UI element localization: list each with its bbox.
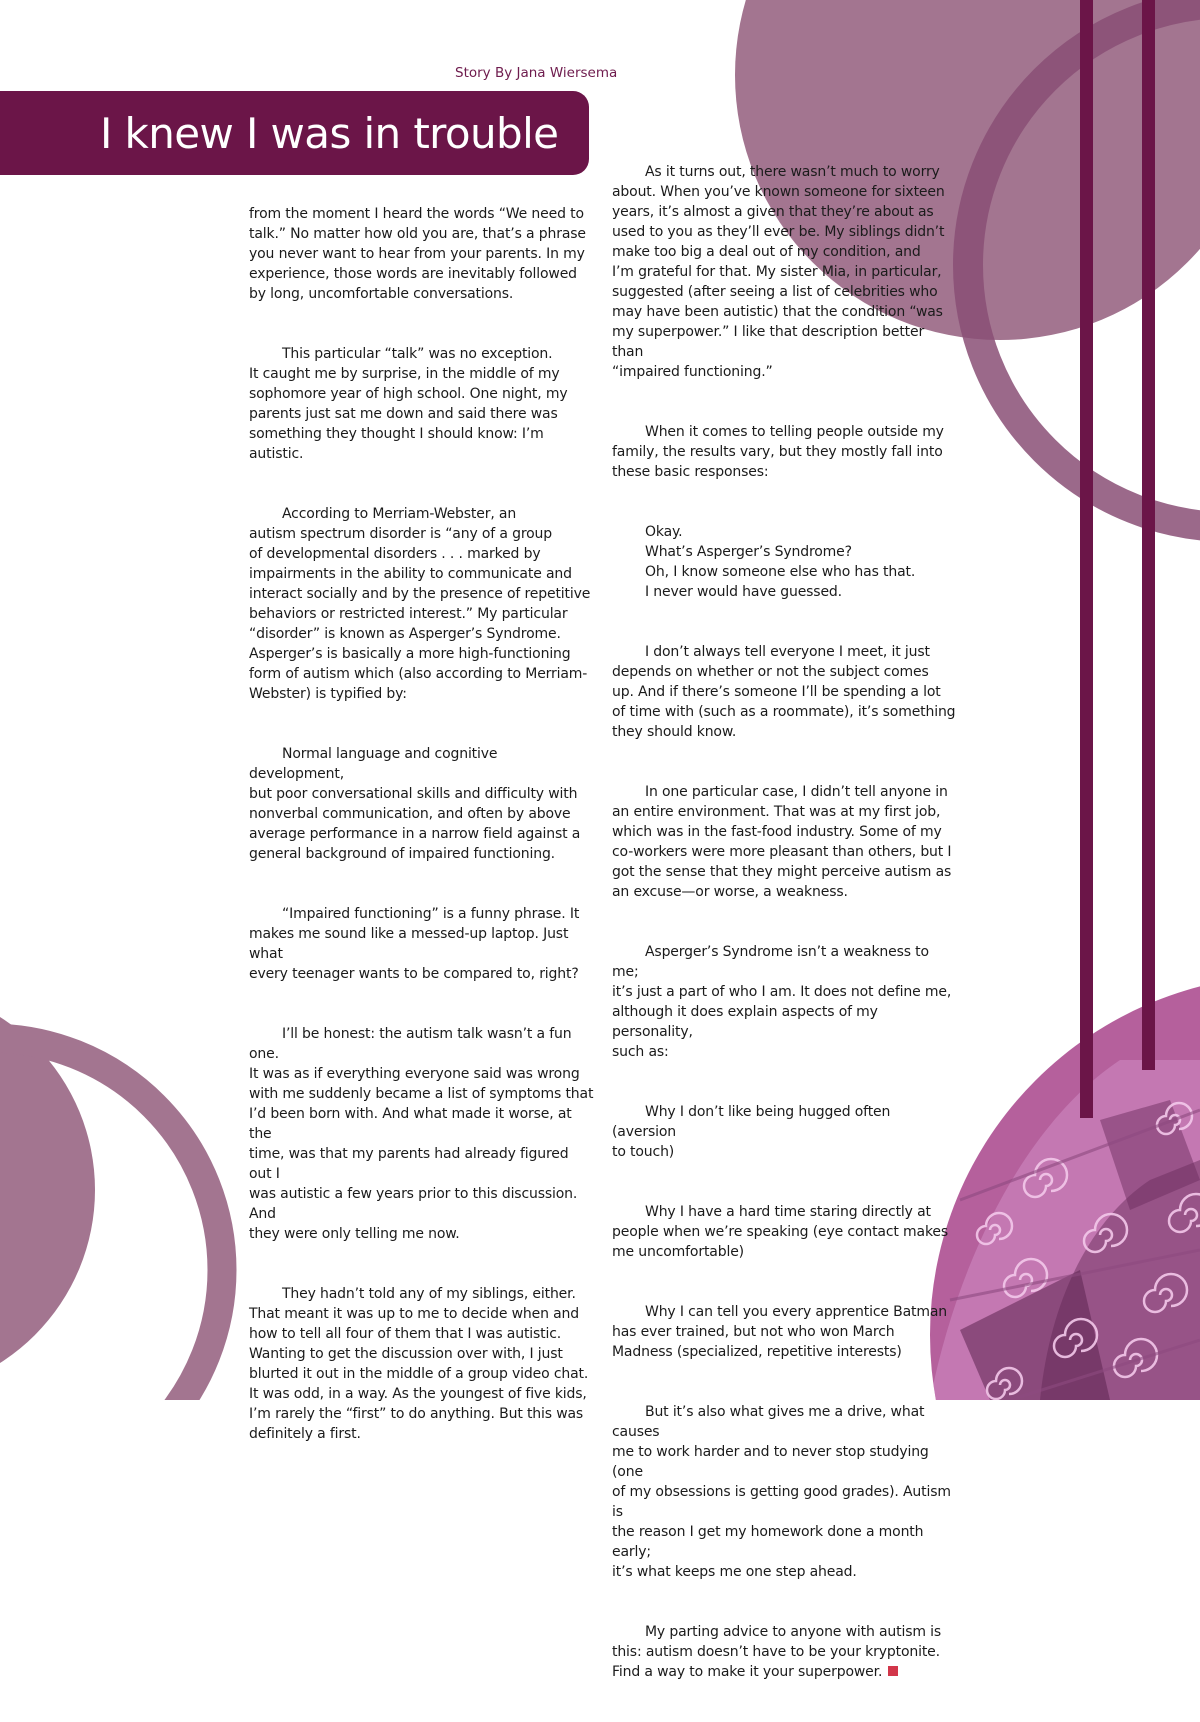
byline: Story By Jana Wiersema — [455, 65, 618, 81]
title-banner — [0, 91, 589, 175]
paragraph: from the moment I heard the words “We need to talk.” No matter how old you are, that’s a phrase you never want to hear from your parents. In my experience, those words are inevitably followed by long, uncomfortable conversations. — [249, 206, 586, 302]
vertical-bar-right — [1142, 0, 1155, 1070]
paragraph: They hadn’t told any of my siblings, either. That meant it was up to me to decide when and how to tell all four of them that I was autistic. Wanting to get the discussion over with, I just blurted it out in the middle of a group video chat. It was odd, in a way. As the youngest of five kids, I’m rarely the “first” to do anything. But this was definitely a first. — [249, 1286, 589, 1442]
paragraph: This particular “talk” was no exception. It caught me by surprise, in the middle of my sophomore year of high school. One night, my parents just sat me down and said there was something they thought I should know: I’m autistic. — [249, 346, 568, 462]
definition-quote: Normal language and cognitive development, but poor conversational skills and difficulty with nonverbal communication, and often by above average performance in a narrow field against a general background of impaired functioning. — [249, 746, 581, 862]
patterned-ball — [930, 975, 1200, 1400]
vertical-bar-left — [1080, 0, 1093, 1118]
paragraph: In one particular case, I didn’t tell anyone in an entire environment. That was at my first job, which was in the fast-food industry. Some of my co-workers were more pleasant than others, but I got the sense that they might perceive autism as an excuse—or worse, a weakness. — [612, 784, 952, 900]
article-column-right — [612, 142, 958, 1722]
article-column-left — [249, 184, 594, 1484]
paragraph: As it turns out, there wasn’t much to worry about. When you’ve known someone for sixteen years, it’s almost a given that they’re about as used to you as they’ll ever be. My siblings didn’t make too big a deal out of my condition, and I’m grateful for that. My sister Mia, in particular, suggested (after seeing a list of celebrities who may have been autistic) that the condition “was my superpower.” I like that description better than “impaired functioning.” — [612, 164, 945, 380]
paragraph: When it comes to telling people outside my family, the results vary, but they mostly fall into these basic responses: — [612, 424, 944, 480]
list-item: Why I don’t like being hugged often (aversion to touch) — [612, 1104, 891, 1160]
paragraph: I don’t always tell everyone I meet, it just depends on whether or not the subject comes up. And if there’s someone I’ll be spending a lot of time with (such as a roommate), it’s something they should know. — [612, 644, 956, 740]
paragraph: According to Merriam-Webster, an autism spectrum disorder is “any of a group of developmental disorders . . . marked by impairments in the ability to communicate and interact socially and by the presence of repetitive behaviors or restricted interest.” My particular “disorder” is known as Asperger’s Syndrome. Asperger’s is basically a more high-functioning form of autism which (also according to Merriam- Webster) is typified by: — [249, 506, 591, 702]
list-item: Why I have a hard time staring directly at people when we’re speaking (eye contact makes me uncomfortable) — [612, 1204, 949, 1260]
paragraph: Asperger’s Syndrome isn’t a weakness to me; it’s just a part of who I am. It does not define me, although it does explain aspects of my personality, such as: — [612, 944, 952, 1060]
closing-paragraph — [612, 1622, 958, 1682]
end-of-story-mark — [888, 1666, 898, 1676]
paragraph: “Impaired functioning” is a funny phrase. It makes me sound like a messed-up laptop. Just what every teenager wants to be compared to, right? — [249, 906, 580, 982]
paragraph: I’ll be honest: the autism talk wasn’t a fun one. It was as if everything everyone said was wrong with me suddenly became a list of symptoms that I’d been born with. And what made it worse, at the time, was that my parents had already figured out I was autistic a few years prior to this discussion. And they were only telling me now. — [249, 1026, 594, 1242]
paragraph: But it’s also what gives me a drive, what causes me to work harder and to never stop studying (one of my obsessions is getting good grades). Autism is the reason I get my homework done a month early; it’s what keeps me one step ahead. — [612, 1404, 951, 1580]
list-item: Why I can tell you every apprentice Batman has ever trained, but not who won March Madness (specialized, repetitive interests) — [612, 1304, 948, 1360]
responses-list: Okay. What’s Asperger’s Syndrome? Oh, I know someone else who has that. I never would have guessed. — [645, 524, 916, 600]
closing-text: My parting advice to anyone with autism is this: autism doesn’t have to be your kryptonite. Find a way to make it your superpower. — [612, 1624, 942, 1680]
article-title: I knew I was in trouble — [100, 108, 559, 158]
